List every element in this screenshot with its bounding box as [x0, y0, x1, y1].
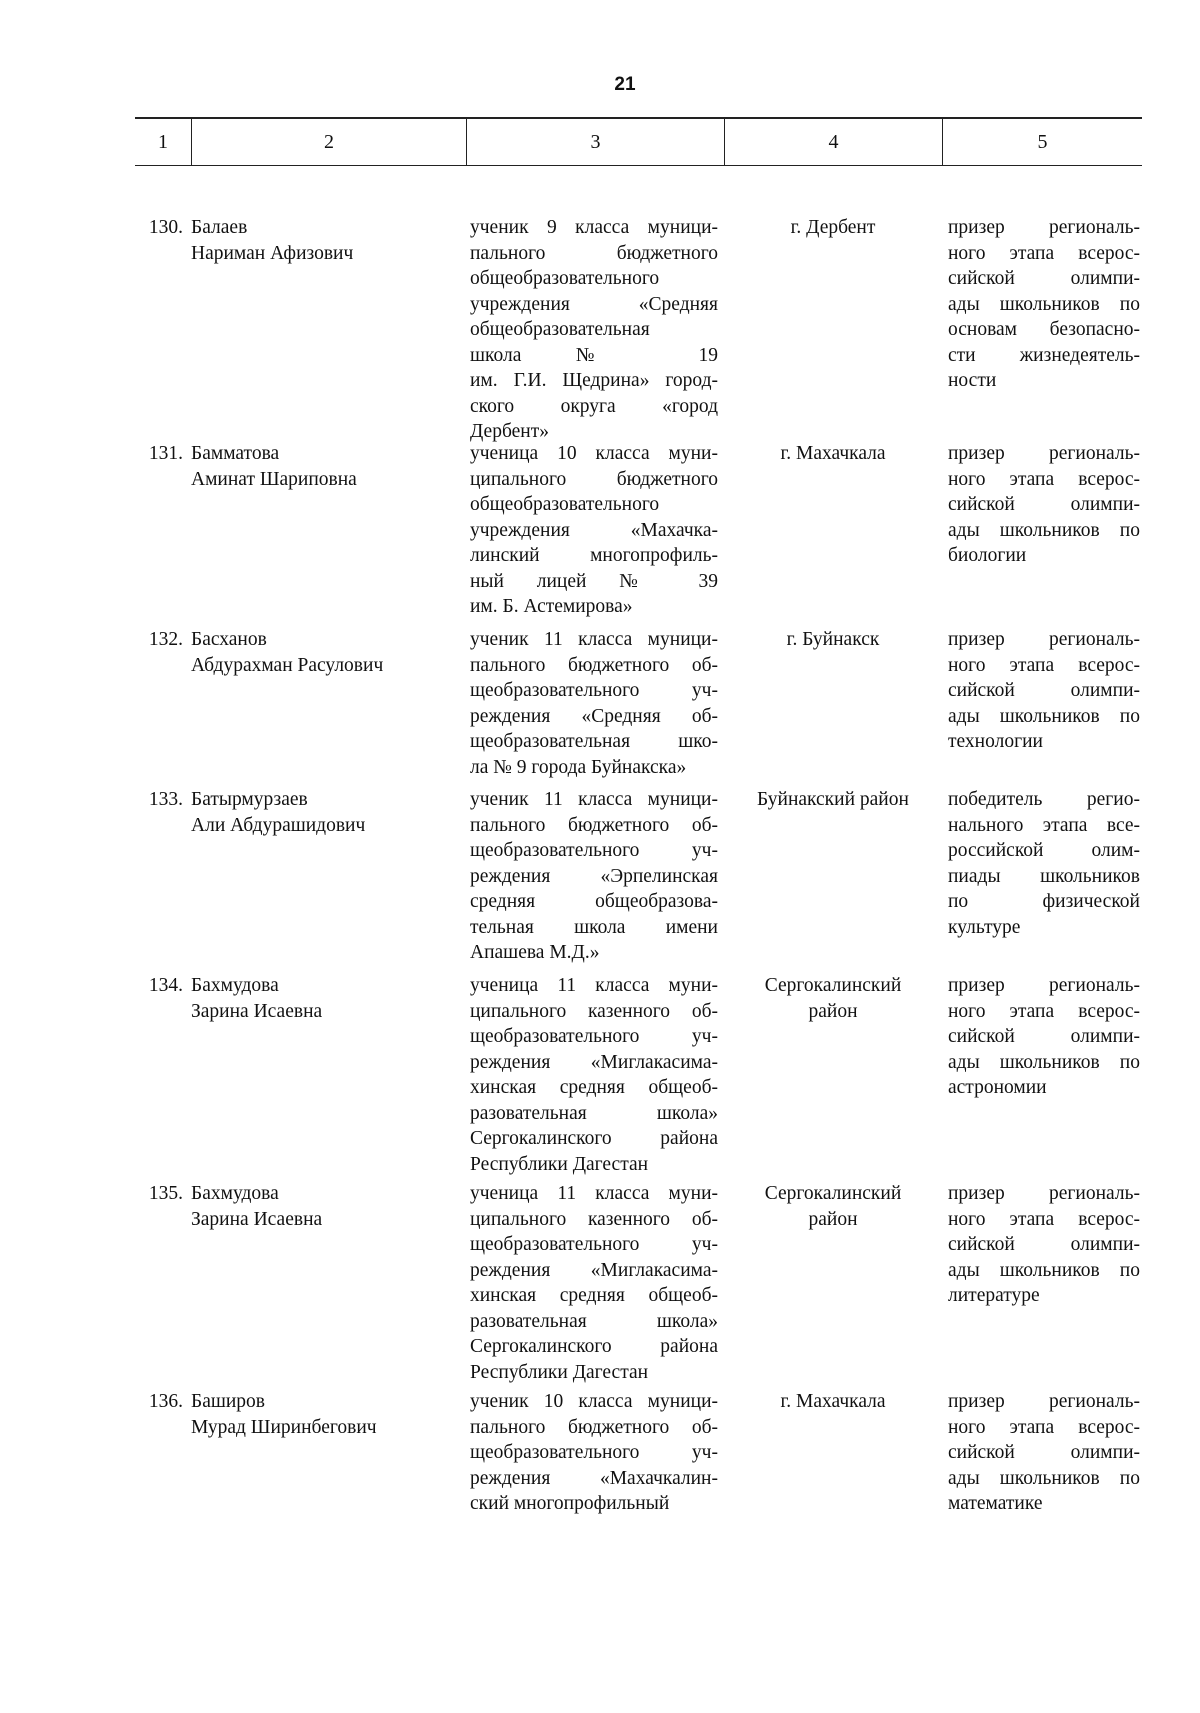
institution-line: ученик 10 класса муници- [470, 1391, 718, 1412]
location-line: г. Махачкала [780, 443, 886, 464]
institution-line: общеобразовательного [470, 268, 660, 289]
award-line: ады школьников по [948, 705, 1140, 727]
row-number: 135. [148, 1183, 183, 1204]
institution-line: пального бюджетного об- [470, 1416, 718, 1438]
location [724, 627, 942, 780]
institution-line: ученица 10 класса муни- [470, 443, 718, 464]
institution-line: реждения «Миглакасима- [470, 1259, 718, 1281]
institution-description [466, 627, 724, 780]
award-line: ного этапа всерос- [948, 242, 1140, 264]
award-line: математике [948, 1493, 1043, 1514]
award-line: победитель регио- [948, 789, 1140, 810]
institution-line: реждения «Миглакасима- [470, 1051, 718, 1073]
institution-line: Республики Дагестан [470, 1361, 649, 1383]
award-line: ного этапа всерос- [948, 468, 1140, 490]
column-header-4: 4 [724, 119, 942, 165]
location-line: Сергокалинский [764, 1183, 902, 1204]
institution-line: ского округа «город [470, 395, 718, 417]
institution-line: пального бюджетного об- [470, 814, 718, 836]
award-line: технологии [948, 731, 1043, 752]
person-name-line: Бахмудова [191, 1183, 279, 1204]
institution-line: ученик 11 класса муници- [470, 789, 718, 810]
award-line: сти жизнедеятель- [948, 344, 1140, 366]
person-name [191, 627, 466, 780]
column-header-2: 2 [191, 119, 466, 165]
institution-description [466, 787, 724, 966]
row-number: 130. [148, 217, 183, 238]
person-name-line: Батырмурзаев [191, 789, 308, 810]
person-name [191, 787, 466, 966]
award-line: биологии [948, 545, 1027, 566]
award-line: призер региональ- [948, 1391, 1140, 1412]
award-line: ады школьников по [948, 1467, 1140, 1489]
institution-line: Апашева М.Д.» [470, 942, 600, 963]
award-line: ного этапа всерос- [948, 1416, 1140, 1438]
award-line: пиады школьников [948, 865, 1140, 887]
award-line: ного этапа всерос- [948, 1000, 1140, 1022]
table-row [135, 787, 1142, 966]
institution-line: ный лицей № 39 [470, 570, 718, 592]
location [724, 215, 942, 445]
institution-line: общеобразовательная [470, 319, 650, 340]
institution-line: щеобразовательная шко- [470, 731, 718, 752]
location-line: г. Буйнакск [786, 629, 880, 650]
award-status [942, 1181, 1142, 1385]
location [724, 1181, 942, 1385]
awards-table [135, 117, 1142, 1514]
location [724, 787, 942, 966]
institution-line: пального бюджетного [470, 242, 718, 264]
table-row [135, 1181, 1142, 1385]
institution-line: ла № 9 города Буйнакска» [470, 756, 687, 778]
person-name [191, 1181, 466, 1385]
institution-line: разовательная школа» [470, 1310, 718, 1332]
award-status [942, 787, 1142, 966]
person-name-line: Мурад Ширинбегович [191, 1416, 377, 1438]
award-line: призер региональ- [948, 975, 1140, 996]
institution-line: ученик 9 класса муници- [470, 217, 718, 238]
award-line: сийской олимпи- [948, 1026, 1140, 1047]
institution-line: щеобразовательного уч- [470, 680, 718, 701]
row-number: 133. [148, 789, 183, 810]
table-row [135, 627, 1142, 780]
institution-line: хинская средняя общеоб- [470, 1077, 718, 1098]
person-name-line: Баширов [191, 1391, 266, 1412]
institution-line: средняя общеобразова- [470, 891, 718, 912]
institution-line: Дербент» [470, 421, 549, 442]
institution-line: реждения «Средняя об- [470, 705, 718, 727]
award-line: нального этапа все- [948, 814, 1140, 836]
person-name-line: Басханов [191, 629, 267, 650]
award-line: сийской олимпи- [948, 494, 1140, 515]
award-line: литературе [948, 1285, 1040, 1306]
award-line: сийской олимпи- [948, 680, 1140, 701]
award-line: призер региональ- [948, 217, 1140, 238]
column-header-3: 3 [466, 119, 724, 165]
column-header-1: 1 [158, 130, 168, 153]
row-number: 131. [148, 443, 183, 464]
institution-description [466, 973, 724, 1177]
award-status [942, 627, 1142, 780]
institution-line: им. Б. Астемирова» [470, 596, 633, 617]
institution-line: общеобразовательного [470, 494, 660, 515]
institution-line: щеобразовательного уч- [470, 1234, 718, 1255]
institution-line: учреждения «Средняя [470, 293, 718, 315]
table-row [135, 1389, 1142, 1517]
institution-line: реждения «Махачкалин- [470, 1467, 718, 1489]
table-row [135, 441, 1142, 620]
row-number: 136. [148, 1391, 183, 1412]
person-name-line: Зарина Исаевна [191, 1208, 323, 1230]
award-line: ады школьников по [948, 1051, 1140, 1073]
award-status [942, 1389, 1142, 1517]
award-status [942, 973, 1142, 1177]
table-row [135, 973, 1142, 1177]
institution-line: Сергокалинского района [470, 1336, 718, 1357]
award-line: ности [948, 370, 997, 391]
award-line: ады школьников по [948, 293, 1140, 315]
institution-line: ученица 11 класса муни- [470, 975, 718, 996]
institution-description [466, 441, 724, 620]
award-line: сийской олимпи- [948, 268, 1140, 289]
institution-line: ципального бюджетного [470, 468, 718, 490]
person-name-line: Зарина Исаевна [191, 1000, 323, 1022]
award-line: сийской олимпи- [948, 1442, 1140, 1463]
person-name-line: Али Абдурашидович [191, 814, 366, 836]
institution-line: реждения «Эрпелинская [470, 865, 718, 887]
institution-line: пального бюджетного об- [470, 654, 718, 676]
person-name-line: Нариман Афизович [191, 242, 354, 264]
award-line: ады школьников по [948, 519, 1140, 541]
person-name-line: Бамматова [191, 443, 280, 464]
institution-line: ципального казенного об- [470, 1208, 718, 1230]
location-line: г. Махачкала [780, 1391, 886, 1412]
table-header [135, 117, 1142, 166]
award-status [942, 441, 1142, 620]
institution-line: Сергокалинского района [470, 1128, 718, 1149]
location-line: г. Дербент [790, 217, 876, 238]
award-line: призер региональ- [948, 629, 1140, 650]
institution-line: ский многопрофильный [470, 1493, 670, 1514]
row-number: 134. [148, 975, 183, 996]
institution-description [466, 1181, 724, 1385]
person-name [191, 973, 466, 1177]
award-line: призер региональ- [948, 1183, 1140, 1204]
institution-line: щеобразовательного уч- [470, 1442, 718, 1463]
page-number: 21 [614, 74, 636, 95]
institution-line: учреждения «Махачка- [470, 519, 718, 541]
person-name [191, 1389, 466, 1517]
institution-line: Республики Дагестан [470, 1153, 649, 1175]
award-status [942, 215, 1142, 445]
award-line: российской олим- [948, 840, 1140, 861]
location [724, 1389, 942, 1517]
institution-line: щеобразовательного уч- [470, 1026, 718, 1047]
institution-line: школа № 19 [470, 344, 718, 366]
table-row [135, 215, 1142, 445]
location-line: Сергокалинский [764, 975, 902, 996]
location [724, 441, 942, 620]
institution-line: щеобразовательного уч- [470, 840, 718, 861]
award-line: ного этапа всерос- [948, 654, 1140, 676]
award-line: ады школьников по [948, 1259, 1140, 1281]
institution-line: ученик 11 класса муници- [470, 629, 718, 650]
institution-line: линский многопрофиль- [470, 545, 718, 566]
institution-line: хинская средняя общеоб- [470, 1285, 718, 1306]
person-name-line: Бахмудова [191, 975, 279, 996]
award-line: ного этапа всерос- [948, 1208, 1140, 1230]
award-line: сийской олимпи- [948, 1234, 1140, 1255]
person-name [191, 441, 466, 620]
award-line: культуре [948, 916, 1021, 938]
institution-description [466, 1389, 724, 1517]
location-line: район [808, 1208, 858, 1230]
institution-line: тельная школа имени [470, 916, 718, 938]
award-line: астрономии [948, 1077, 1047, 1098]
institution-line: им. Г.И. Щедрина» город- [470, 370, 718, 391]
person-name-line: Абдурахман Расулович [191, 654, 384, 676]
award-line: призер региональ- [948, 443, 1140, 464]
person-name-line: Балаев [191, 217, 248, 238]
person-name [191, 215, 466, 445]
column-header-5: 5 [942, 119, 1142, 165]
institution-description [466, 215, 724, 445]
location-line: Буйнакский район [757, 789, 909, 810]
institution-line: ученица 11 класса муни- [470, 1183, 718, 1204]
award-line: основам безопасно- [948, 319, 1140, 340]
institution-line: ципального казенного об- [470, 1000, 718, 1022]
location-line: район [808, 1000, 858, 1022]
institution-line: разовательная школа» [470, 1102, 718, 1124]
person-name-line: Аминат Шариповна [191, 468, 357, 490]
award-line: по физической [948, 891, 1140, 912]
location [724, 973, 942, 1177]
row-number: 132. [148, 629, 183, 650]
